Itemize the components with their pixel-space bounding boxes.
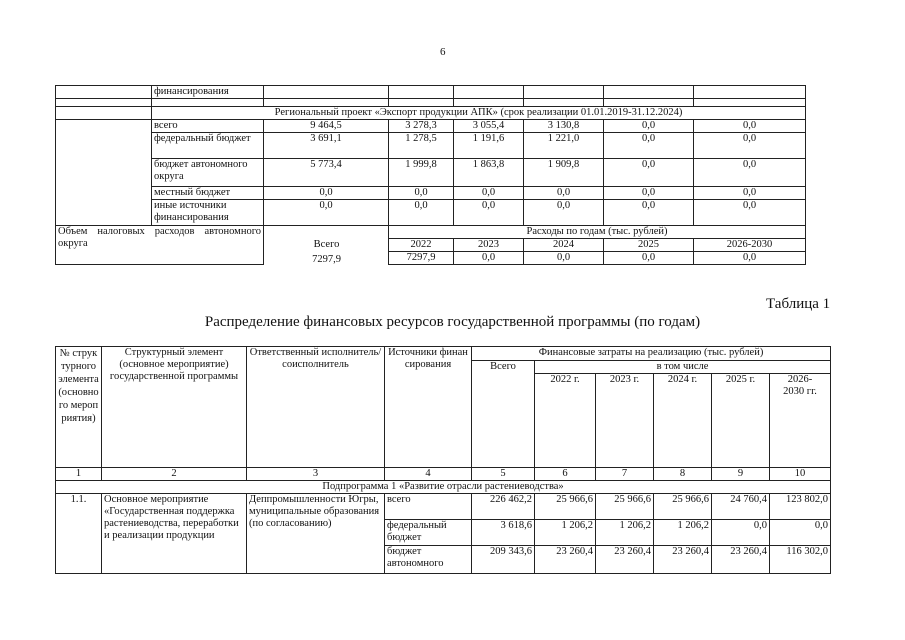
table-label: Таблица 1 <box>766 296 831 312</box>
header-responsible: Ответственный исполнитель/соисполнитель <box>247 347 385 468</box>
header-year: 2023 г. <box>596 374 654 468</box>
header-sources: Источники финансирования <box>385 347 472 468</box>
table-row: местный бюджет 0,0 0,0 0,0 0,0 0,0 0,0 <box>56 187 806 200</box>
financial-resources-table <box>55 346 831 574</box>
subprogram-title: Подпрограмма 1 «Развитие отрасли растениеводства» <box>56 481 831 494</box>
table-row: федеральный бюджет 3 691,1 1 278,5 1 191,6 1 221,0 0,0 0,0 <box>56 133 806 159</box>
table-row: 1.1. Основное мероприятие «Государственная поддержка растениеводства, переработки и реализации продукции Деппромышленности Югры, муниципальные образования (по согласованию) всего 226 462,2 25 966,6 25 966,6 25 966,6 24 760,4 123 802,0 <box>56 494 831 520</box>
header-year: 2022 г. <box>535 374 596 468</box>
item-name: Основное мероприятие «Государственная поддержка растениеводства, переработки и реализации продукции <box>102 494 247 574</box>
top-financing-table <box>55 85 806 265</box>
project-title: Региональный проект «Экспорт продукции АПК» (срок реализации 01.01.2019-31.12.2024) <box>152 107 806 120</box>
column-numbers-row: 1 2 3 4 5 6 7 8 9 10 <box>56 468 831 481</box>
tax-label: Объем налоговых расходов автономного округа <box>56 226 264 265</box>
header-year: 2026-2030 гг. <box>770 374 831 468</box>
table-row: бюджет автономного округа 5 773,4 1 999,8 1 863,8 1 909,8 0,0 0,0 <box>56 159 806 187</box>
row-blank <box>56 99 806 107</box>
header-including: в том числе <box>535 361 831 374</box>
table-row: бюджет автономного 209 343,6 23 260,4 23 260,4 23 260,4 23 260,4 116 302,0 <box>56 546 831 574</box>
tax-total-header: Всего <box>313 239 340 250</box>
table-row: федеральный бюджет 3 618,6 1 206,2 1 206,2 1 206,2 0,0 0,0 <box>56 520 831 546</box>
table-row: всего 9 464,5 3 278,3 3 055,4 3 130,8 0,0 0,0 <box>56 120 806 133</box>
item-number: 1.1. <box>56 494 102 574</box>
header-number: № структурного элемента (основного мероприятия) <box>56 347 102 468</box>
header-year: 2025 г. <box>712 374 770 468</box>
tax-header-row <box>56 226 806 239</box>
page-number: 6 <box>440 46 446 58</box>
header-total: Всего <box>472 361 535 468</box>
tax-header: Расходы по годам (тыс. рублей) <box>389 226 806 239</box>
header-year: 2024 г. <box>654 374 712 468</box>
row-financing <box>56 86 806 99</box>
item-responsible: Деппромышленности Югры, муниципальные образования (по согласованию) <box>247 494 385 574</box>
table-row: иные источники финансирования 0,0 0,0 0,0 0,0 0,0 0,0 <box>56 200 806 226</box>
header-element: Структурный элемент (основное мероприятие) государственной программы <box>102 347 247 468</box>
project-title-row <box>56 107 806 120</box>
subprogram-row <box>56 481 831 494</box>
tax-values-row: 7297,9 0,0 0,0 0,0 0,0 <box>56 252 806 265</box>
tax-total-value: 7297,9 <box>312 254 341 265</box>
table-title: Распределение финансовых ресурсов государственной программы (по годам) <box>204 314 701 330</box>
header-costs: Финансовые затраты на реализацию (тыс. рублей) <box>472 347 831 361</box>
tax-cols-row: 2022 2023 2024 2025 2026-2030 <box>56 239 806 252</box>
row-label: финансирования <box>152 86 264 99</box>
